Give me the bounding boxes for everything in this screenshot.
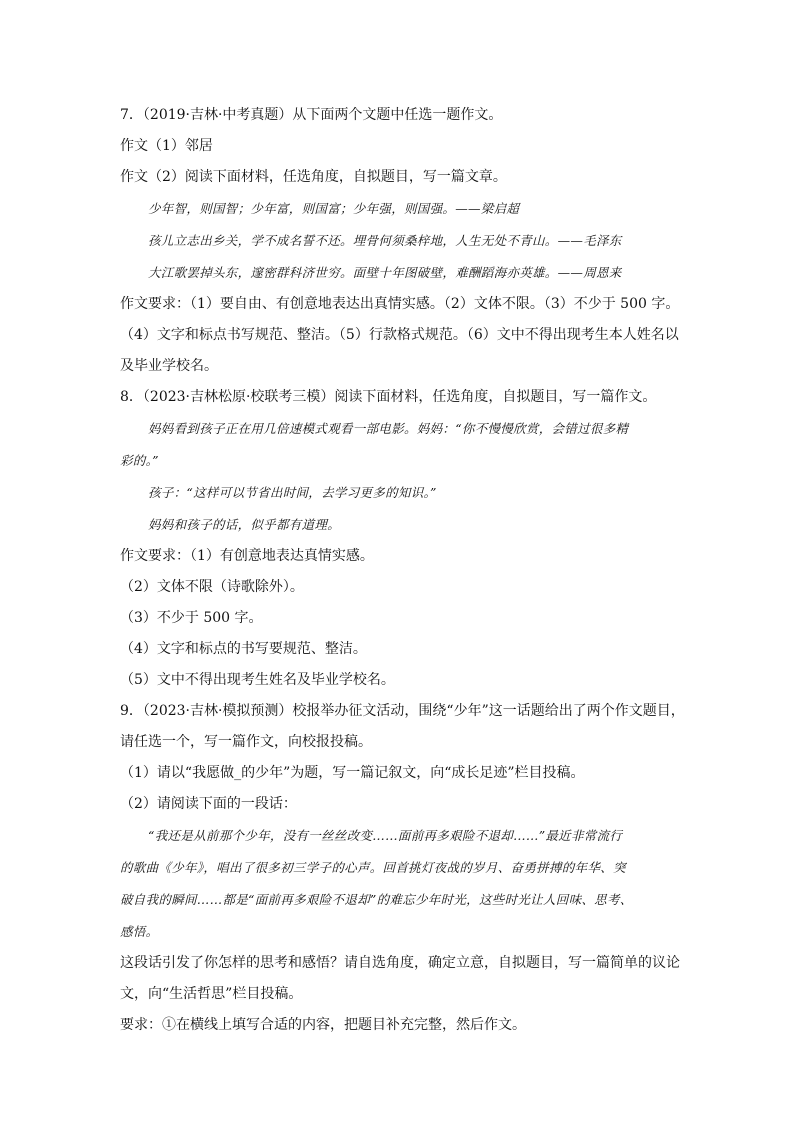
q9-prompt: 这段话引发了你怎样的思考和感悟？请自选角度，确定立意，自拟题目，写一篇简单的议论 [120,955,680,971]
q8-material: 彩的。” [120,453,159,468]
q7-topic-2: 作文（2）阅读下面材料，任选角度，自拟题目，写一篇文章。 [120,169,507,185]
q7-requirements: 及毕业学校名。 [120,358,218,374]
q8-header: 8．（2023·吉林松原·校联考三模）阅读下面材料，任选角度，自拟题目，写一篇作文。 [120,389,657,405]
q8-material: 妈妈和孩子的话，似乎都有道理。 [148,517,341,532]
q9-prompt: 文，向“生活哲思”栏目投稿。 [120,986,303,1002]
q9-passage: 破自我的瞬间……都是“面前再多艰险不退却”的难忘少年时光，这些时光让人回味、思考、 [120,892,633,907]
q8-requirement: （3）不少于 500 字。 [120,610,263,626]
q8-requirement: 作文要求：（1）有创意地表达真情实感。 [120,548,374,564]
q8-requirement: （5）文中不得出现考生姓名及毕业学校名。 [120,672,395,688]
q9-passage: 感悟。 [120,924,159,939]
q7-quote: 少年智，则国智；少年富，则国富；少年强，则国强。——梁启超 [148,201,520,216]
q9-header: 9．（2023·吉林·模拟预测）校报举办征文活动，围绕“少年”这一话题给出了两个作文题目， [120,703,685,719]
q8-requirement: （2）文体不限（诗歌除外）。 [120,579,304,595]
q7-topic-1: 作文（1）邻居 [120,138,213,154]
q7-header: 7．（2019·吉林·中考真题）从下面两个文题中任选一题作文。 [120,107,503,123]
question-7 [120,100,680,382]
q9-passage: 的歌曲《少年》，唱出了很多初三学子的心声。回首挑灯夜战的岁月、奋勇拼搏的年华、突 [120,860,626,875]
q9-requirement: 要求：①在横线上填写合适的内容，把题目补充完整，然后作文。 [120,1017,526,1033]
q7-quote: 孩儿立志出乡关，学不成名誓不还。埋骨何须桑梓地，人生无处不青山。——毛泽东 [148,233,622,248]
q8-requirement: （4）文字和标点的书写要规范、整洁。 [120,641,367,657]
q9-passage: “我还是从前那个少年，没有一丝丝改变……面前再多艰险不退却……”最近非常流行 [148,828,623,843]
document-page [120,100,685,1041]
q8-material: 妈妈看到孩子正在用几倍速模式观看一部电影。妈妈：“你不慢慢欣赏，会错过很多精 [148,421,629,436]
q9-option-2: （2）请阅读下面的一段话： [120,796,297,812]
q7-requirements: 作文要求：（1）要自由、有创意地表达出真情实感。（2）文体不限。（3）不少于 500 字。 [120,296,680,312]
question-8 [120,382,680,696]
q7-quote: 大江歌罢掉头东，邃密群科济世穷。面壁十年图破壁，难酬蹈海亦英雄。——周恩来 [148,265,622,280]
q9-option-1: （1）请以“我愿做_的少年”为题，写一篇记叙文，向“成长足迹”栏目投稿。 [120,765,585,781]
q7-requirements: （4）文字和标点书写规范、整洁。（5）行款格式规范。（6）文中不得出现考生本人姓名以 [120,327,679,343]
q9-header: 请任选一个，写一篇作文，向校报投稿。 [120,734,372,750]
q8-material: 孩子：“这样可以节省出时间，去学习更多的知识。” [148,485,437,500]
question-9 [120,696,685,1041]
